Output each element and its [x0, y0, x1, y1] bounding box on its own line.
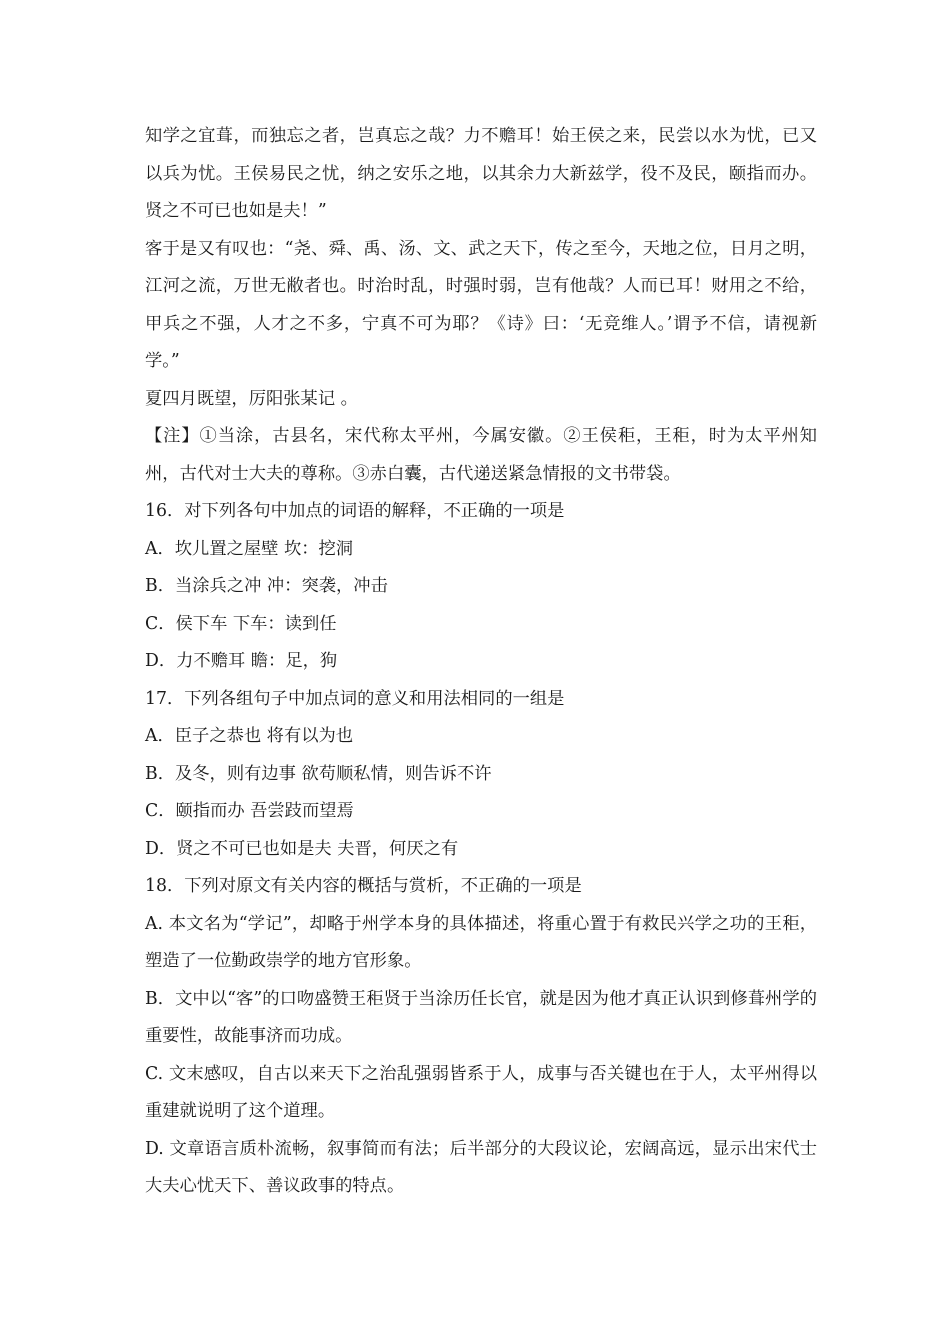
passage-paragraph-2: 客于是又有叹也：“尧、舜、禹、汤、文、武之天下，传之至今，天地之位，日月之明，江河之流，万世无敝者也。时治时乱，时强时弱，岂有他哉？人而已耳！财用之不给，甲兵之不强，人才之不多，宁真不可为耶？《诗》曰：‘无竞维人。’谓予不信，请视新学。” — [145, 238, 817, 371]
question-16-option-c: C．侯下车 下车：读到任 — [145, 613, 337, 634]
question-18-option-b: B．文中以“客”的口吻盛赞王秬贤于当涂历任长官，就是因为他才真正认识到修葺州学的重要性，故能事济而功成。 — [145, 988, 817, 1046]
question-17-option-c: C．颐指而办 吾尝跂而望焉 — [145, 801, 354, 821]
question-18-option-d: D. 文章语言质朴流畅，叙事简而有法；后半部分的大段议论，宏阔高远，显示出宋代士大夫心忧天下、善议政事的特点。 — [145, 1138, 817, 1196]
question-16-option-d: D．力不赡耳 瞻：足，狗 — [145, 651, 338, 671]
passage-notes: 【注】①当涂，古县名，宋代称太平州，今属安徽。②王侯秬，王秬，时为太平州知州，古代对士大夫的尊称。③赤白囊，古代递送紧急情报的文书带袋。 — [145, 426, 817, 484]
question-16-option-b: B．当涂兵之冲 冲：突袭，冲击 — [145, 576, 388, 596]
question-18-stem: 18．下列对原文有关内容的概括与赏析，不正确的一项是 — [145, 876, 582, 896]
question-17-option-a: A．臣子之恭也 将有以为也 — [145, 726, 354, 746]
document-page — [145, 118, 817, 1206]
question-17-stem: 17．下列各组句子中加点词的意义和用法相同的一组是 — [145, 688, 565, 709]
passage-signature: 夏四月既望，厉阳张某记 。 — [145, 388, 358, 409]
passage-paragraph-1: 知学之宜葺，而独忘之者，岂真忘之哉？力不赡耳！始王侯之来，民尝以水为忧，已又以兵为忧。王侯易民之忧，纳之安乐之地，以其余力大新兹学，役不及民，颐指而办。贤之不可已也如是夫！” — [145, 126, 817, 221]
question-16-stem: 16．对下列各句中加点的词语的解释，不正确的一项是 — [145, 501, 565, 521]
question-17-option-b: B．及冬，则有边事 欲苟顺私情，则告诉不许 — [145, 763, 492, 784]
question-16-option-a: A．坎儿置之屋壁 坎：挖洞 — [145, 538, 354, 559]
question-17-option-d: D．贤之不可已也如是夫 夫晋，何厌之有 — [145, 838, 459, 859]
question-18-option-a: A. 本文名为“学记”，却略于州学本身的具体描述，将重心置于有救民兴学之功的王秬，塑造了一位勤政崇学的地方官形象。 — [145, 913, 817, 971]
question-18-option-c: C. 文末感叹，自古以来天下之治乱强弱皆系于人，成事与否关键也在于人，太平州得以重建就说明了这个道理。 — [145, 1063, 817, 1121]
